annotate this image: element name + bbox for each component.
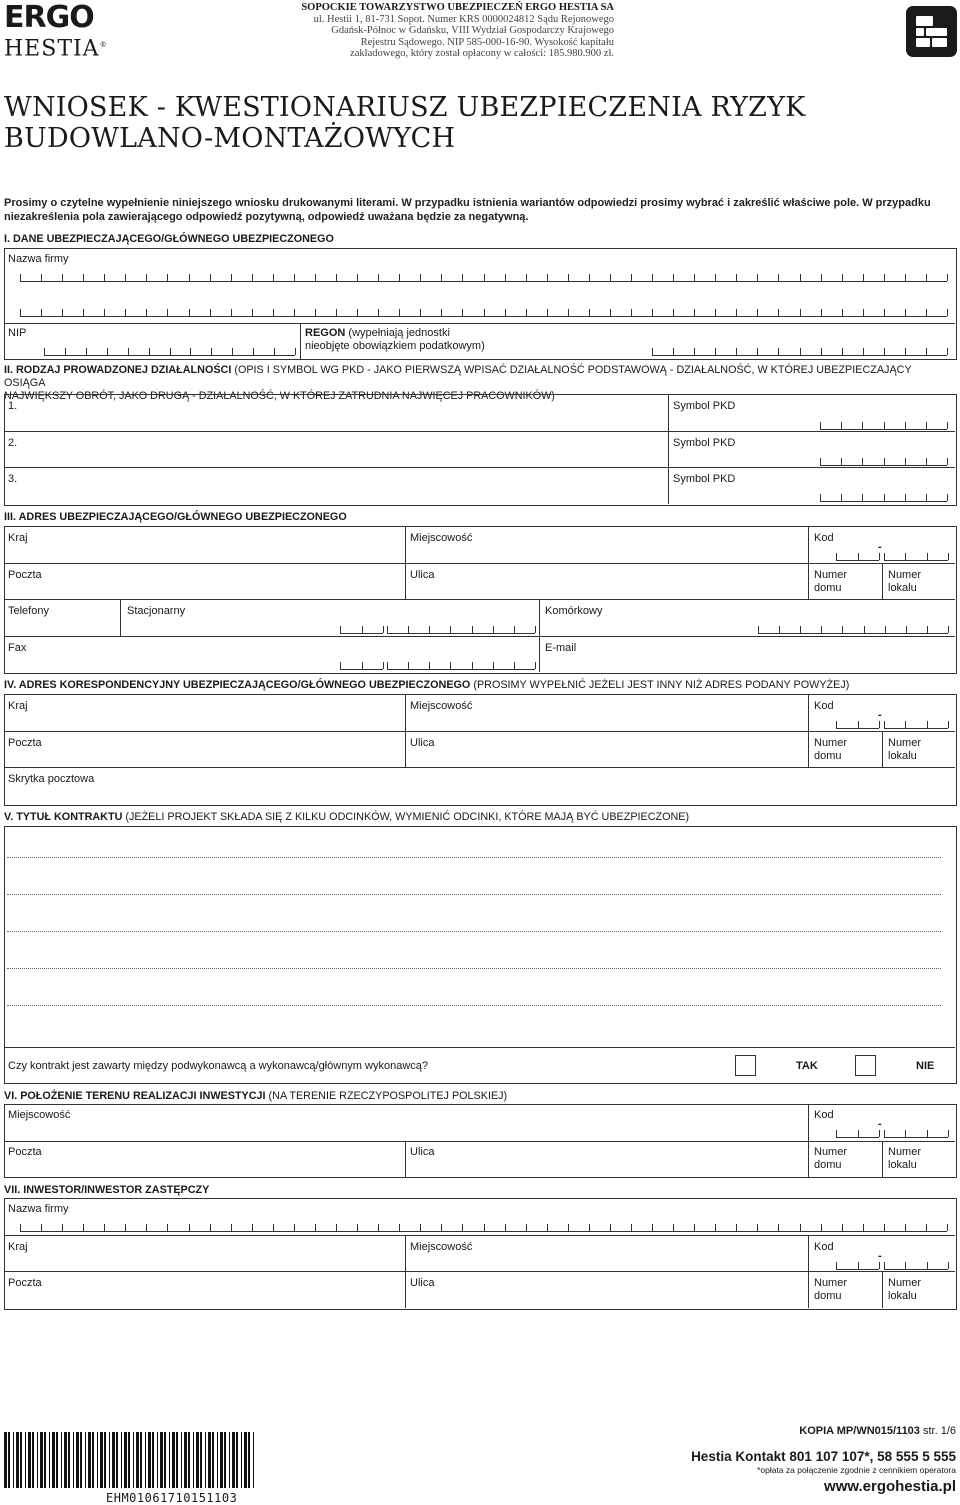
logo-ergo: ERGO <box>4 0 94 35</box>
divider <box>4 563 955 564</box>
numer-lokalu-label <box>888 569 921 595</box>
section-7-title <box>4 1184 209 1197</box>
domu-text: domu <box>814 582 842 594</box>
tak-label: TAK <box>796 1060 818 1072</box>
kraj-label: Kraj <box>8 532 28 544</box>
section-3-box <box>4 526 957 674</box>
divider <box>4 1047 955 1048</box>
kod-label: Kod <box>814 532 834 544</box>
divider <box>4 323 955 324</box>
numer-text: Numer <box>888 737 922 749</box>
pkd-label: Symbol PKD <box>673 400 736 412</box>
domu-text: domu <box>814 1290 842 1302</box>
kod-field-b[interactable] <box>884 1130 948 1138</box>
ulica-label: Ulica <box>410 737 435 749</box>
divider <box>4 1141 955 1142</box>
activity-row-3: 3. <box>8 473 18 485</box>
lokalu-text: lokalu <box>888 1159 917 1171</box>
section-2-line2: NAJWIĘKSZY OBRÓT, JAKO DRUGĄ - DZIAŁALNOŚĆ, W KTÓREJ ZATRUDNIA NAJWIĘCEJ PRACOWNIKÓW) <box>4 390 555 402</box>
numer-text: Numer <box>814 1277 848 1289</box>
barcode-number: EHM01061710151103 <box>106 1491 238 1505</box>
kod-field-a[interactable] <box>836 553 879 561</box>
fax-field[interactable] <box>387 662 535 670</box>
email-label: E-mail <box>545 642 577 654</box>
numer-text: Numer <box>814 569 848 581</box>
kod-field-a[interactable] <box>836 721 879 729</box>
section-1-title-text: I. DANE UBEZPIECZAJĄCEGO/GŁÓWNEGO UBEZPIECZONEGO <box>4 233 334 245</box>
section-7-title-text: VII. INWESTOR/INWESTOR ZASTĘPCZY <box>4 1184 210 1196</box>
divider <box>4 731 955 732</box>
poczta-label: Poczta <box>8 569 42 581</box>
domu-text: domu <box>814 750 842 762</box>
divider <box>808 1235 809 1308</box>
regon-bold: REGON <box>305 327 346 339</box>
kod-label: Kod <box>814 700 834 712</box>
brand-blocks-icon <box>906 6 957 57</box>
divider <box>808 526 809 599</box>
nip-label: NIP <box>8 327 27 339</box>
divider <box>668 394 669 504</box>
ulica-label: Ulica <box>410 1277 435 1289</box>
kod-field-b[interactable] <box>884 1262 948 1270</box>
website-link[interactable]: www.ergohestia.pl <box>824 1478 956 1495</box>
ulica-label: Ulica <box>410 1146 435 1158</box>
logo-reg: ® <box>99 41 108 49</box>
nazwa-firmy-field[interactable] <box>20 274 947 282</box>
numer-domu-label <box>814 737 847 763</box>
kraj-label: Kraj <box>8 700 28 712</box>
divider <box>300 323 301 359</box>
pkd-label: Symbol PKD <box>673 473 736 485</box>
section-6-bold: VI. POŁOŻENIE TERENU REALIZACJI INWESTYCJI <box>4 1090 266 1102</box>
lokalu-text: lokalu <box>888 582 917 594</box>
divider <box>405 694 406 767</box>
section-2-box <box>4 394 957 506</box>
numer-text: Numer <box>888 1146 922 1158</box>
numer-domu-label <box>814 1146 847 1172</box>
nazwa-firmy-field-2[interactable] <box>20 309 947 317</box>
barcode <box>4 1432 256 1488</box>
call-cost-note: *opłata za połączenie zgodnie z cennikiem operatora <box>757 1465 956 1475</box>
company-info <box>234 2 614 60</box>
contract-line[interactable] <box>7 1005 941 1006</box>
regon-label <box>305 327 485 353</box>
kod-dash: - <box>878 541 882 553</box>
fax-prefix-field[interactable] <box>340 662 383 670</box>
miejscowosc-label: Miejscowość <box>8 1109 71 1121</box>
contract-line[interactable] <box>7 894 941 895</box>
numer-domu-label <box>814 1277 847 1303</box>
komorkowy-field[interactable] <box>758 626 948 634</box>
divider <box>882 1141 883 1177</box>
fax-label: Fax <box>8 642 27 654</box>
company-name: SOPOCKIE TOWARZYSTWO UBEZPIECZEŃ ERGO HESTIA SA <box>301 2 614 13</box>
numer-lokalu-label <box>888 1146 921 1172</box>
section-4-bold: IV. ADRES KORESPONDENCYJNY UBEZPIECZAJĄCEGO/GŁÓWNEGO UBEZPIECZONEGO <box>4 679 471 691</box>
section-3-title <box>4 511 347 524</box>
divider <box>4 431 955 432</box>
numer-lokalu-label <box>888 737 921 763</box>
pkd-field-2[interactable] <box>820 458 947 466</box>
kod-field-a[interactable] <box>836 1130 879 1138</box>
kod-dash: - <box>878 709 882 721</box>
company-line: ul. Hestii 1, 81-731 Sopot. Numer KRS 0000024812 Sądu Rejonowego <box>313 13 614 25</box>
divider <box>808 694 809 767</box>
divider <box>405 1235 406 1308</box>
kod-field-b[interactable] <box>884 721 948 729</box>
divider <box>808 1104 809 1177</box>
stacjonarny-field[interactable] <box>387 626 535 634</box>
miejscowosc-label: Miejscowość <box>410 1241 473 1253</box>
contract-line[interactable] <box>7 968 941 969</box>
contract-line[interactable] <box>7 857 941 858</box>
divider <box>882 563 883 599</box>
kod-field-a[interactable] <box>836 1262 879 1270</box>
numer-domu-label <box>814 569 847 595</box>
subcontract-question: Czy kontrakt jest zawarty między podwykonawcą a wykonawcą/głównym wykonawcą? <box>8 1060 429 1072</box>
logo-hestia-text: HESTIA <box>4 36 100 62</box>
lokalu-text: lokalu <box>888 1290 917 1302</box>
numer-text: Numer <box>888 569 922 581</box>
section-5-bold: V. TYTUŁ KONTRAKTU <box>4 811 123 823</box>
numer-text: Numer <box>888 1277 922 1289</box>
ulica-label: Ulica <box>410 569 435 581</box>
contract-line[interactable] <box>7 931 941 932</box>
intro-text: Prosimy o czytelne wypełnienie niniejszego wniosku drukowanymi literami. W przypadku istnienia wariantów odpowiedzi prosimy wybrać i zakreślić właściwe pole. W przypadku niezakreślenia pola zawierającego odpowiedź pozytywną, odpowiedź uważana będzie za negatywną. <box>4 197 931 223</box>
regon-line2: nieobjęte obowiązkiem podatkowym) <box>305 340 485 352</box>
title-line: BUDOWLANO-MONTAŻOWYCH <box>4 123 456 154</box>
pkd-label: Symbol PKD <box>673 437 736 449</box>
section-5-rest: (JEŻELI PROJEKT SKŁADA SIĘ Z KILKU ODCINKÓW, WYMIENIĆ ODCINKI, KTÓRE MAJĄ BYĆ UBEZPIECZONE) <box>122 811 690 823</box>
stacjonarny-prefix-field[interactable] <box>340 626 383 634</box>
section-1-title <box>4 233 334 246</box>
copy-code: KOPIA MP/WN015/1103 <box>799 1425 920 1437</box>
tak-checkbox[interactable] <box>735 1055 756 1076</box>
section-3-title-text: III. ADRES UBEZPIECZAJĄCEGO/GŁÓWNEGO UBEZPIECZONEGO <box>4 511 347 523</box>
komorkowy-label: Komórkowy <box>545 605 603 617</box>
telefony-label: Telefony <box>8 605 49 617</box>
kod-label: Kod <box>814 1109 834 1121</box>
lokalu-text: lokalu <box>888 750 917 762</box>
divider <box>882 731 883 767</box>
miejscowosc-label: Miejscowość <box>410 700 473 712</box>
nie-label: NIE <box>916 1060 935 1072</box>
section-5-box <box>4 826 957 1084</box>
divider <box>4 1271 955 1272</box>
divider <box>4 1235 955 1236</box>
page-number: str. 1/6 <box>919 1425 956 1437</box>
hestia-kontakt: Hestia Kontakt 801 107 107*, 58 555 5 555 <box>691 1449 956 1464</box>
nazwa-firmy-label: Nazwa firmy <box>8 1203 69 1215</box>
section-4-title <box>4 679 954 692</box>
company-line: Rejestru Sądowego. NIP 585-000-16-90. Wysokość kapitału <box>360 36 614 48</box>
kod-dash: - <box>878 1118 882 1130</box>
copy-label <box>799 1425 956 1437</box>
poczta-label: Poczta <box>8 1146 42 1158</box>
activity-row-2: 2. <box>8 437 18 449</box>
activity-row-1: 1. <box>8 400 18 412</box>
divider <box>4 467 955 468</box>
nip-field[interactable] <box>44 348 295 356</box>
numer-lokalu-label <box>888 1277 921 1303</box>
section-4-rest: (PROSIMY WYPEŁNIĆ JEŻELI JEST INNY NIŻ ADRES PODANY POWYŻEJ) <box>470 679 850 691</box>
investor-name-field[interactable] <box>20 1224 947 1232</box>
domu-text: domu <box>814 1159 842 1171</box>
title-line: WNIOSEK - KWESTIONARIUSZ UBEZPIECZENIA RYZYK <box>4 92 806 123</box>
company-line: Gdańsk-Północ w Gdańsku, VIII Wydział Gospodarczy Krajowego <box>331 25 614 36</box>
company-line: zakładowego, który został opłacony w całości: 185.980.900 zł. <box>350 48 614 59</box>
kraj-label: Kraj <box>8 1241 28 1253</box>
page-title <box>4 92 806 154</box>
divider <box>539 599 540 672</box>
poczta-label: Poczta <box>8 1277 42 1289</box>
section-2-bold: II. RODZAJ PROWADZONEJ DZIAŁALNOŚCI <box>4 364 232 376</box>
nazwa-firmy-label: Nazwa firmy <box>8 253 69 265</box>
pkd-field-3[interactable] <box>820 494 947 502</box>
divider <box>4 767 955 768</box>
section-2-rest: (OPIS I SYMBOL WG PKD - JAKO PIERWSZĄ WPISAĆ DZIAŁALNOŚĆ PODSTAWOWĄ - DZIAŁALNOŚĆ, W KTÓREJ UBEZPIECZAJĄCY OSIĄGA <box>4 364 912 389</box>
kod-field-b[interactable] <box>884 553 948 561</box>
regon-field[interactable] <box>652 348 947 356</box>
section-6-rest: (NA TERENIE RZECZYPOSPOLITEJ POLSKIEJ) <box>265 1090 508 1102</box>
regon-rest: (wypełniają jednostki <box>345 327 450 339</box>
divider <box>405 526 406 599</box>
nie-checkbox[interactable] <box>855 1055 876 1076</box>
divider <box>882 1271 883 1308</box>
kod-label: Kod <box>814 1241 834 1253</box>
miejscowosc-label: Miejscowość <box>410 532 473 544</box>
numer-text: Numer <box>814 737 848 749</box>
section-5-title <box>4 811 954 824</box>
divider <box>120 599 121 636</box>
divider <box>4 636 955 637</box>
divider <box>4 599 955 600</box>
kod-dash: - <box>878 1250 882 1262</box>
skrytka-label: Skrytka pocztowa <box>8 773 95 785</box>
divider <box>405 1141 406 1177</box>
poczta-label: Poczta <box>8 737 42 749</box>
pkd-field-1[interactable] <box>820 422 947 430</box>
section-6-title <box>4 1090 954 1103</box>
logo-hestia <box>4 33 108 61</box>
stacjonarny-label: Stacjonarny <box>127 605 186 617</box>
numer-text: Numer <box>814 1146 848 1158</box>
